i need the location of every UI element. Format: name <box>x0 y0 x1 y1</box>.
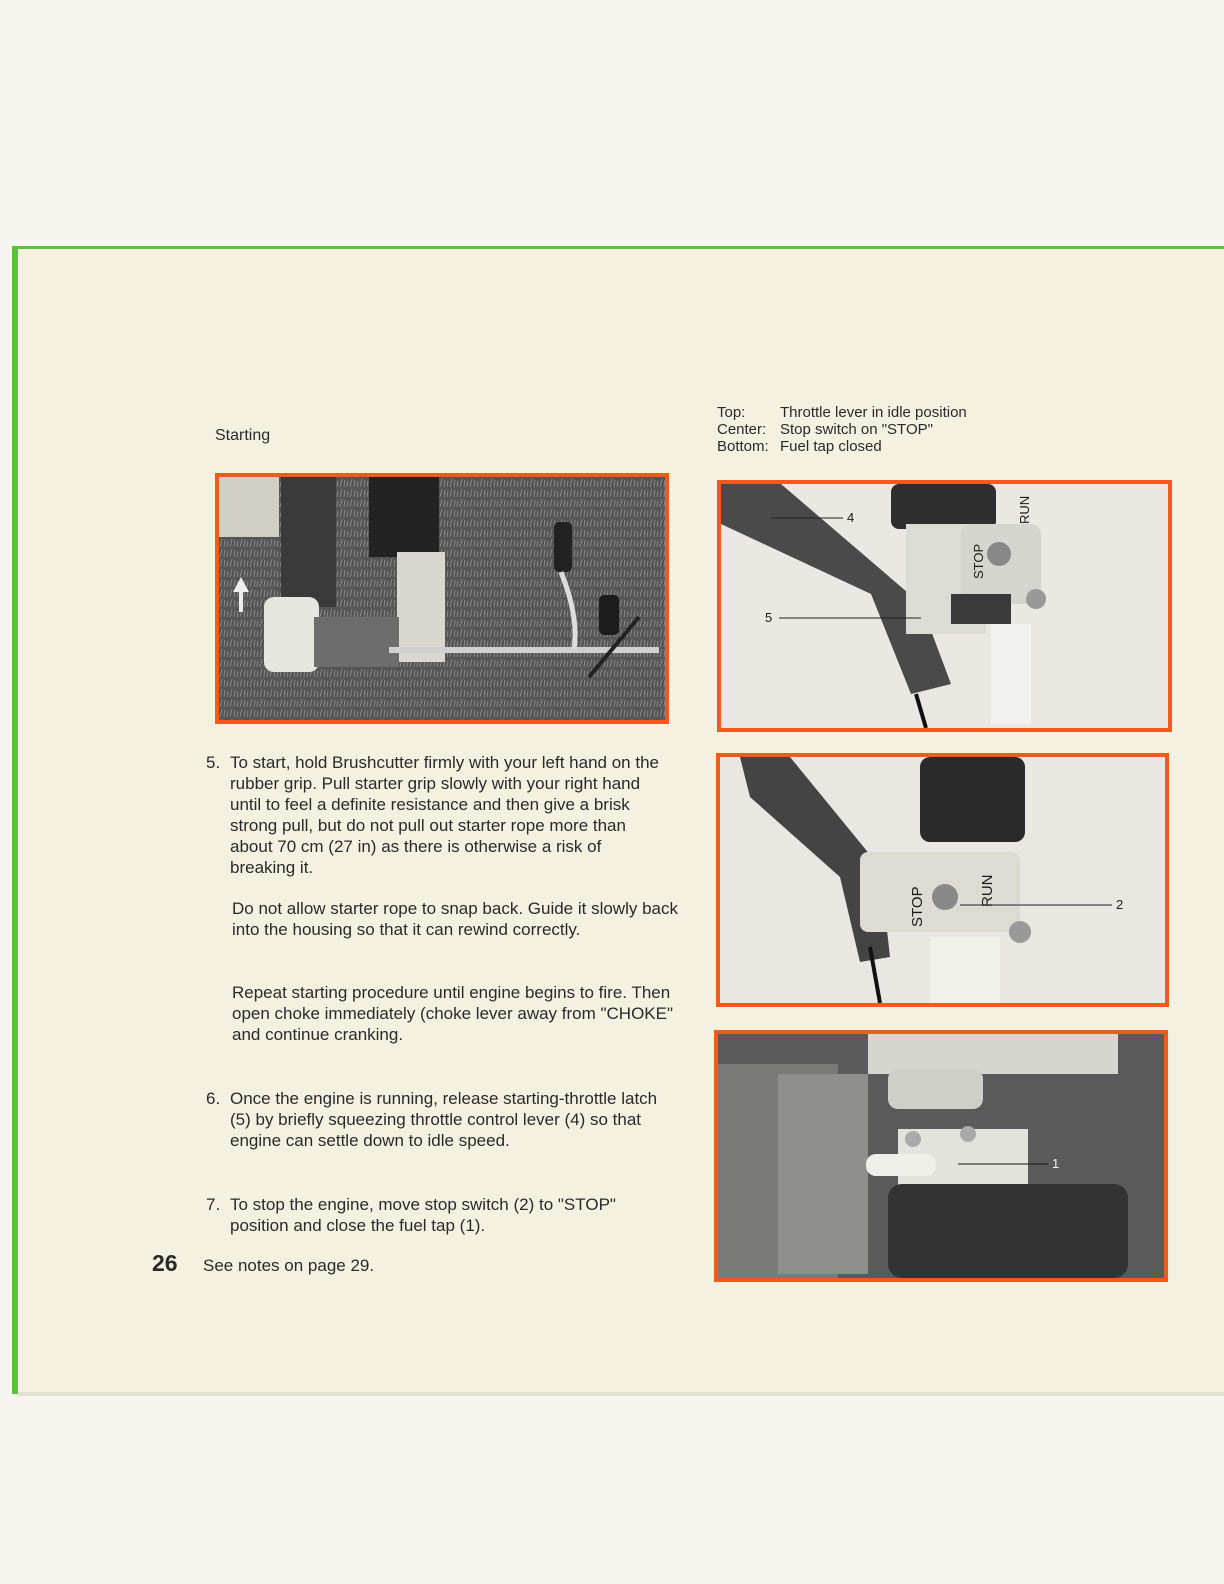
throttle-photo-illustration <box>721 484 1168 728</box>
repeat-paragraph: Repeat starting procedure until engine begins to fire. Then open choke immediately (choke lever away from "CHOKE" and continue cranking. <box>232 983 674 1044</box>
step-number: 7. <box>206 1195 221 1214</box>
fuel-tap-photo <box>714 1030 1168 1282</box>
switch-label-run: RUN <box>1017 495 1032 524</box>
photo-captions <box>717 404 967 455</box>
switch-label-stop: STOP <box>971 543 986 579</box>
step-text: To start, hold Brushcutter firmly with your left hand on the rubber grip. Pull starter grip slowly with your right hand until to feel a definite resistance and then give a brisk strong pull, but do not pull out starter rope more than about 70 cm (27 in) as there is otherwise a risk of breaking it. <box>230 753 659 877</box>
notes-reference: See notes on page 29. <box>203 1256 375 1275</box>
caption-text: Throttle lever in idle position <box>780 404 967 421</box>
page-number: 26 <box>152 1250 178 1276</box>
step-number: 5. <box>206 753 221 772</box>
starting-photo-illustration <box>219 477 665 720</box>
caption-key: Top: <box>717 404 746 421</box>
callout-5: 5 <box>765 610 773 625</box>
stop-switch-photo <box>716 753 1169 1007</box>
stop-switch-photo-illustration <box>720 757 1165 1003</box>
step-6 <box>206 1088 668 1151</box>
section-title: Starting <box>215 427 271 444</box>
caption-center <box>717 421 967 438</box>
caption-text: Stop switch on "STOP" <box>780 421 933 438</box>
starting-photo <box>215 473 669 724</box>
step-7 <box>206 1194 668 1236</box>
step-text: Once the engine is running, release starting-throttle latch (5) by briefly squeezing throttle control lever (4) so that engine can settle down to idle speed. <box>230 1089 658 1150</box>
caption-top <box>717 404 967 421</box>
caption-key: Bottom: <box>717 438 769 455</box>
step-text: To stop the engine, move stop switch (2) to "STOP" position and close the fuel tap (1). <box>230 1195 616 1235</box>
switch-label-stop: STOP <box>909 886 926 927</box>
caption-bottom <box>717 438 967 455</box>
page-edge-shadow <box>18 1392 1224 1396</box>
callout-1: 1 <box>1052 1156 1060 1171</box>
switch-label-run: RUN <box>979 874 996 907</box>
callout-4: 4 <box>847 510 855 525</box>
caption-key: Center: <box>717 421 767 438</box>
throttle-photo <box>717 480 1172 732</box>
snap-back-paragraph: Do not allow starter rope to snap back. Guide it slowly back into the housing so that it can rewind correctly. <box>232 899 678 939</box>
step-5 <box>206 752 668 878</box>
callout-2: 2 <box>1116 897 1124 912</box>
caption-text: Fuel tap closed <box>780 438 882 455</box>
step-number: 6. <box>206 1089 221 1108</box>
fuel-tap-photo-illustration <box>718 1034 1164 1278</box>
